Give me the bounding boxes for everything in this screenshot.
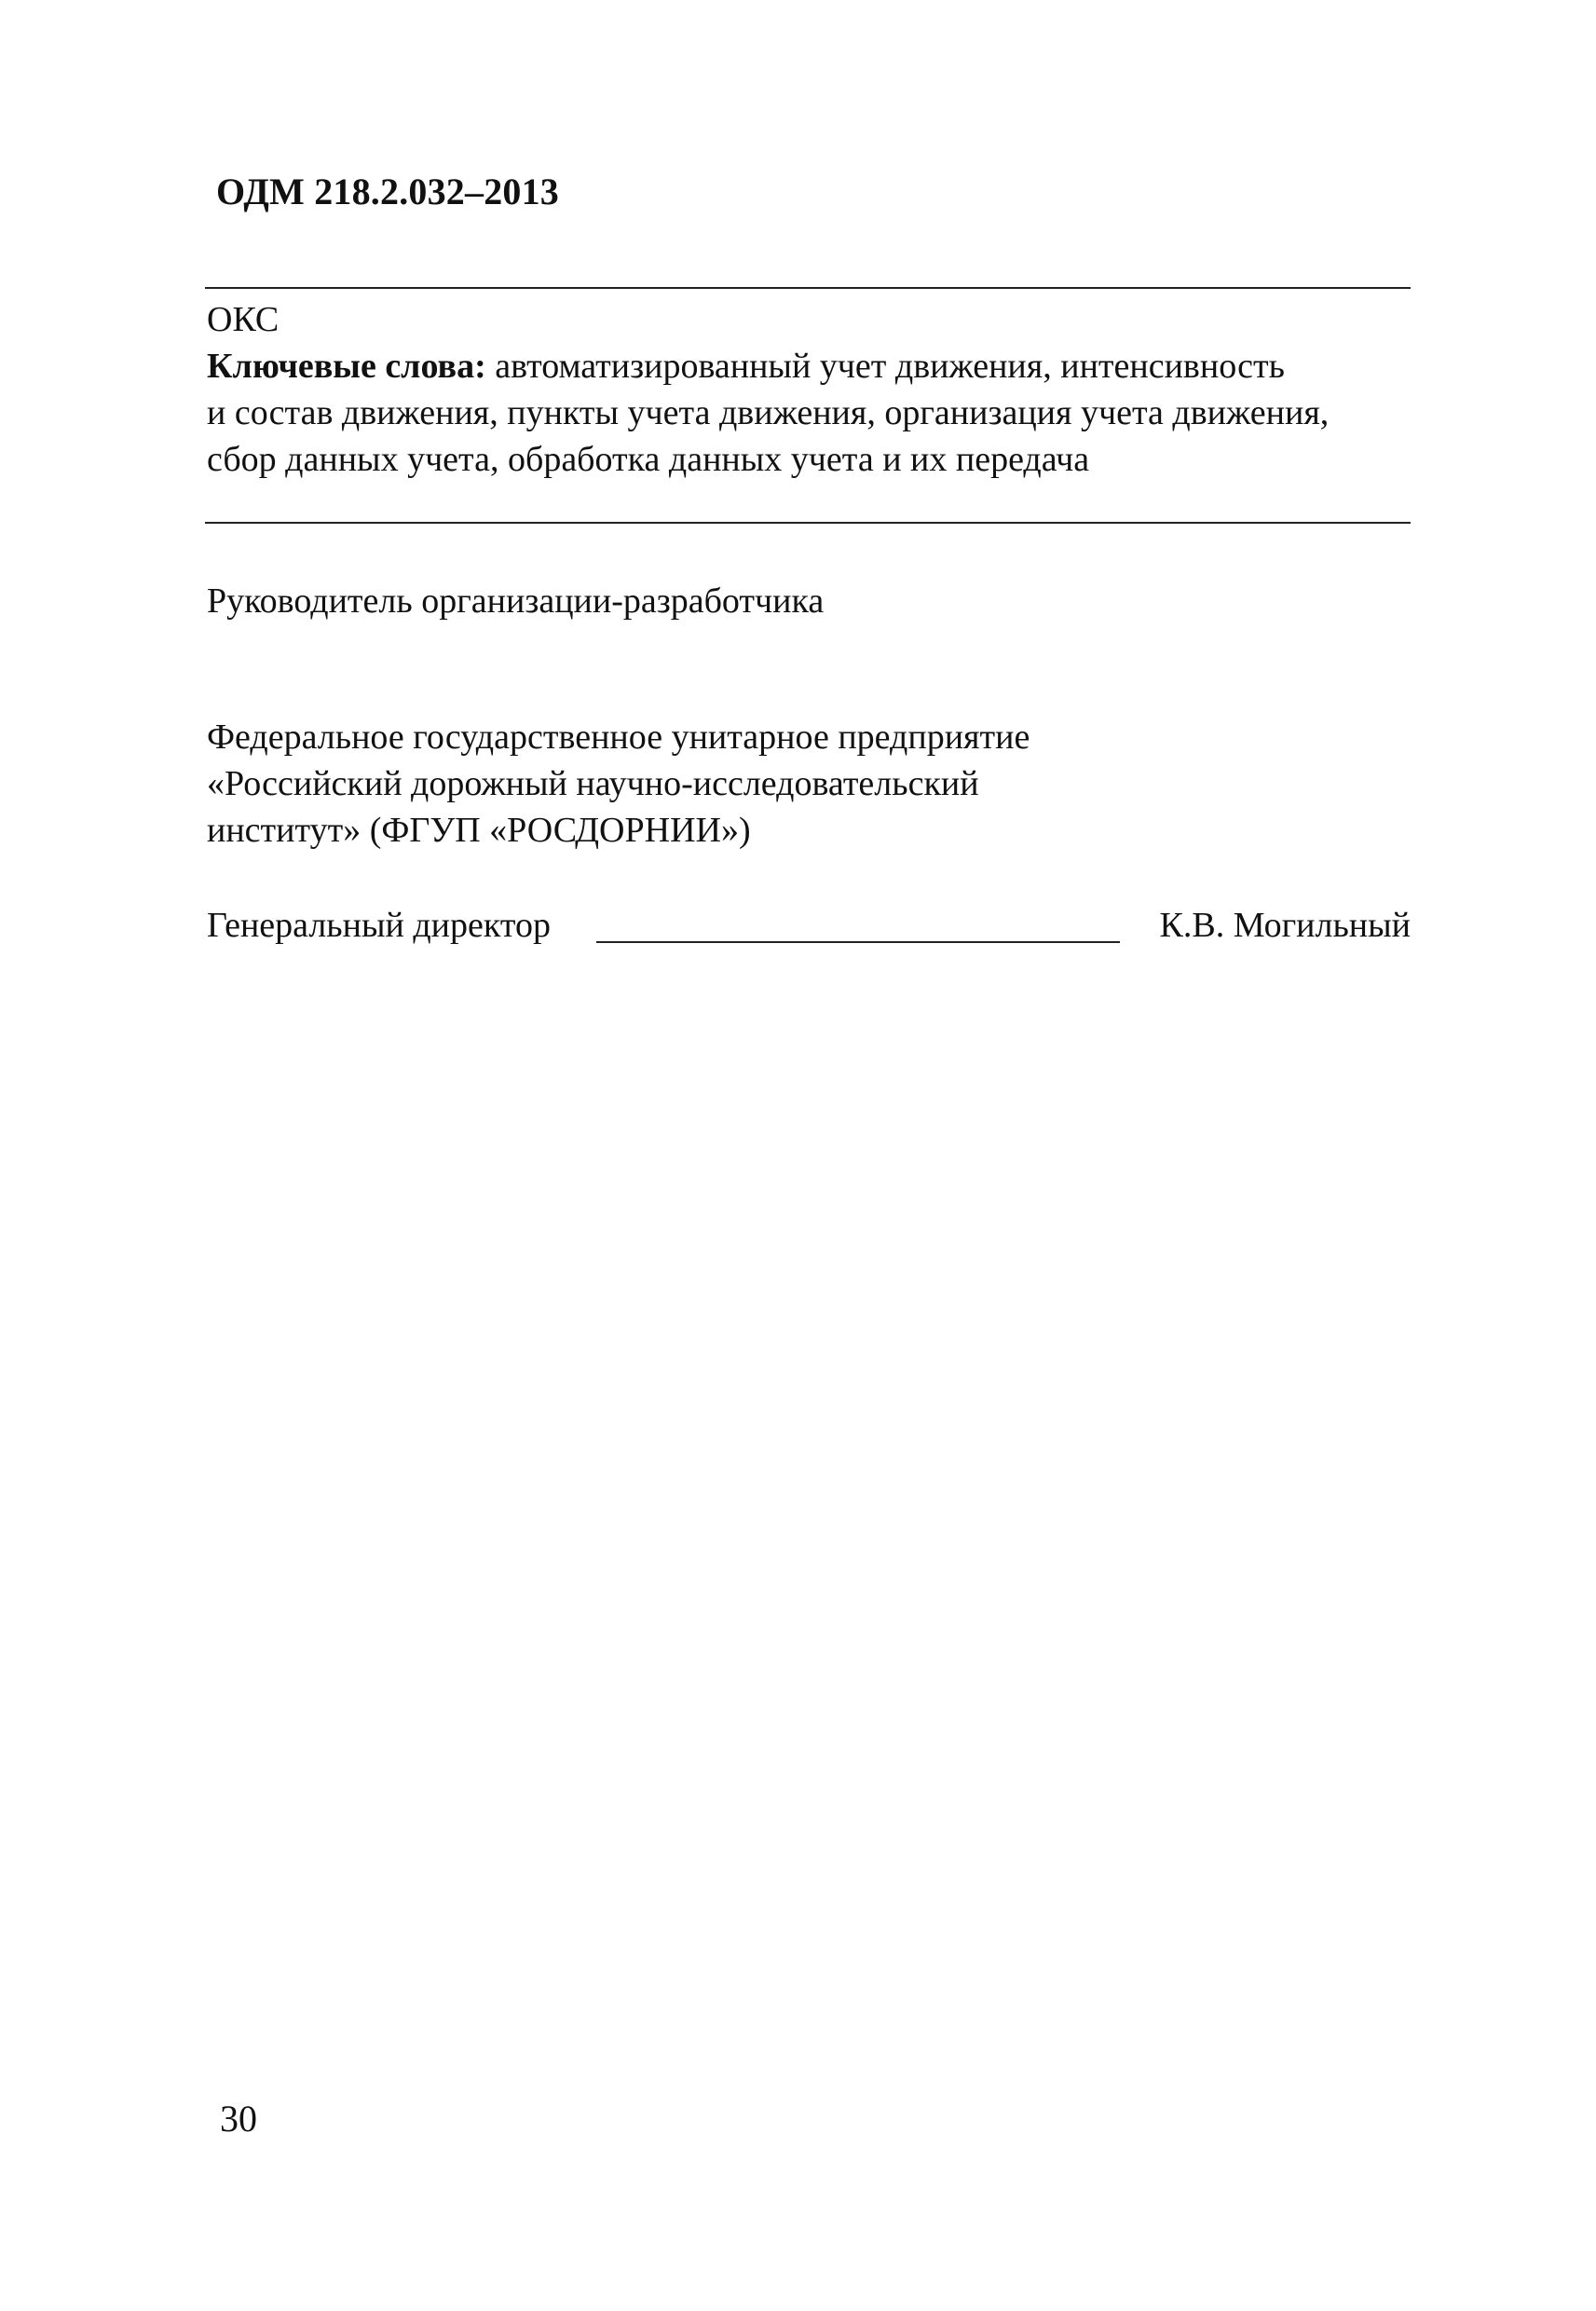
keywords-text-1: автоматизированный учет движения, интенсивность — [485, 347, 1285, 386]
keywords-line-2: и состав движения, пункты учета движения, организация учета движения, — [207, 393, 1330, 432]
signature-name: К.В. Могильный — [1159, 906, 1411, 945]
signature-position: Генеральный директор — [207, 906, 551, 945]
keywords-line-3: сбор данных учета, обработка данных учета и их передача — [207, 440, 1090, 479]
bottom-divider — [205, 522, 1411, 524]
keywords-label: Ключевые слова: — [207, 347, 486, 386]
signature-row — [207, 904, 1411, 947]
page-number: 30 — [220, 2098, 257, 2140]
organization-line-3: институт» (ФГУП «РОСДОРНИИ») — [207, 811, 751, 850]
developer-head-title: Руководитель организации-разработчика — [207, 581, 825, 621]
oks-label: ОКС — [207, 300, 280, 339]
keywords-line-1 — [207, 345, 1285, 388]
top-divider — [205, 287, 1411, 289]
document-code: ОДМ 218.2.032–2013 — [216, 171, 559, 212]
organization-line-2: «Российский дорожный научно-исследовательский — [207, 764, 979, 803]
signature-line — [596, 941, 1120, 943]
organization-line-1: Федеральное государственное унитарное предприятие — [207, 718, 1030, 757]
